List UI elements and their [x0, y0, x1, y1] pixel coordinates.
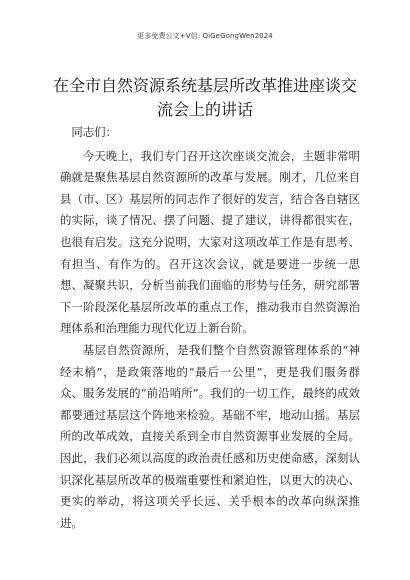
paragraph-1: 今天晚上，我们专门召开这次座谈交流会，主题非常明确就是聚焦基层自然资源所的改革与发展。刚才，几位来自县（市、区）基层所的同志作了很好的发言，结合各自辖区的实际，谈了情况、摆了问题、提了建议，讲得都很实在，也很有启发。这充分说明，大家对这项改革工作是有思考、有担当、有作为的。召开这次会议，就是要进一步统一思想、凝聚共识，分析当前我们面临的形势与任务，研究部署下一阶段深化基层所改革的重点工作，推动我市自然资源治理体系和治理能力现代化迈上新台阶。: [60, 148, 360, 336]
salutation: 同志们：: [71, 125, 117, 139]
document-title: 在全市自然资源系统基层所改革推进座谈交流会上的讲话: [52, 76, 357, 119]
header-note: 更多免费公文+V信: QiGeGongWen2024: [137, 32, 273, 40]
document-body: [60, 122, 360, 534]
paragraph-2: 基层自然资源所，是我们整个自然资源管理体系的“神经末梢”，是政策落地的“最后一公里”，更是我们服务群众、服务发展的“前沿哨所”。我们的一切工作，最终的成效都要通过基层这个阵地来检验。基础不牢，地动山摇。基层所的改革成效，直接关系到全市自然资源事业发展的全局。因此，我们必须以高度的政治责任感和历史使命感，深刻认识深化基层所改革的极端重要性和紧迫性，以更大的决心、更实的举动，将这项关乎长远、关乎根本的改革向纵深推进。: [60, 342, 360, 530]
